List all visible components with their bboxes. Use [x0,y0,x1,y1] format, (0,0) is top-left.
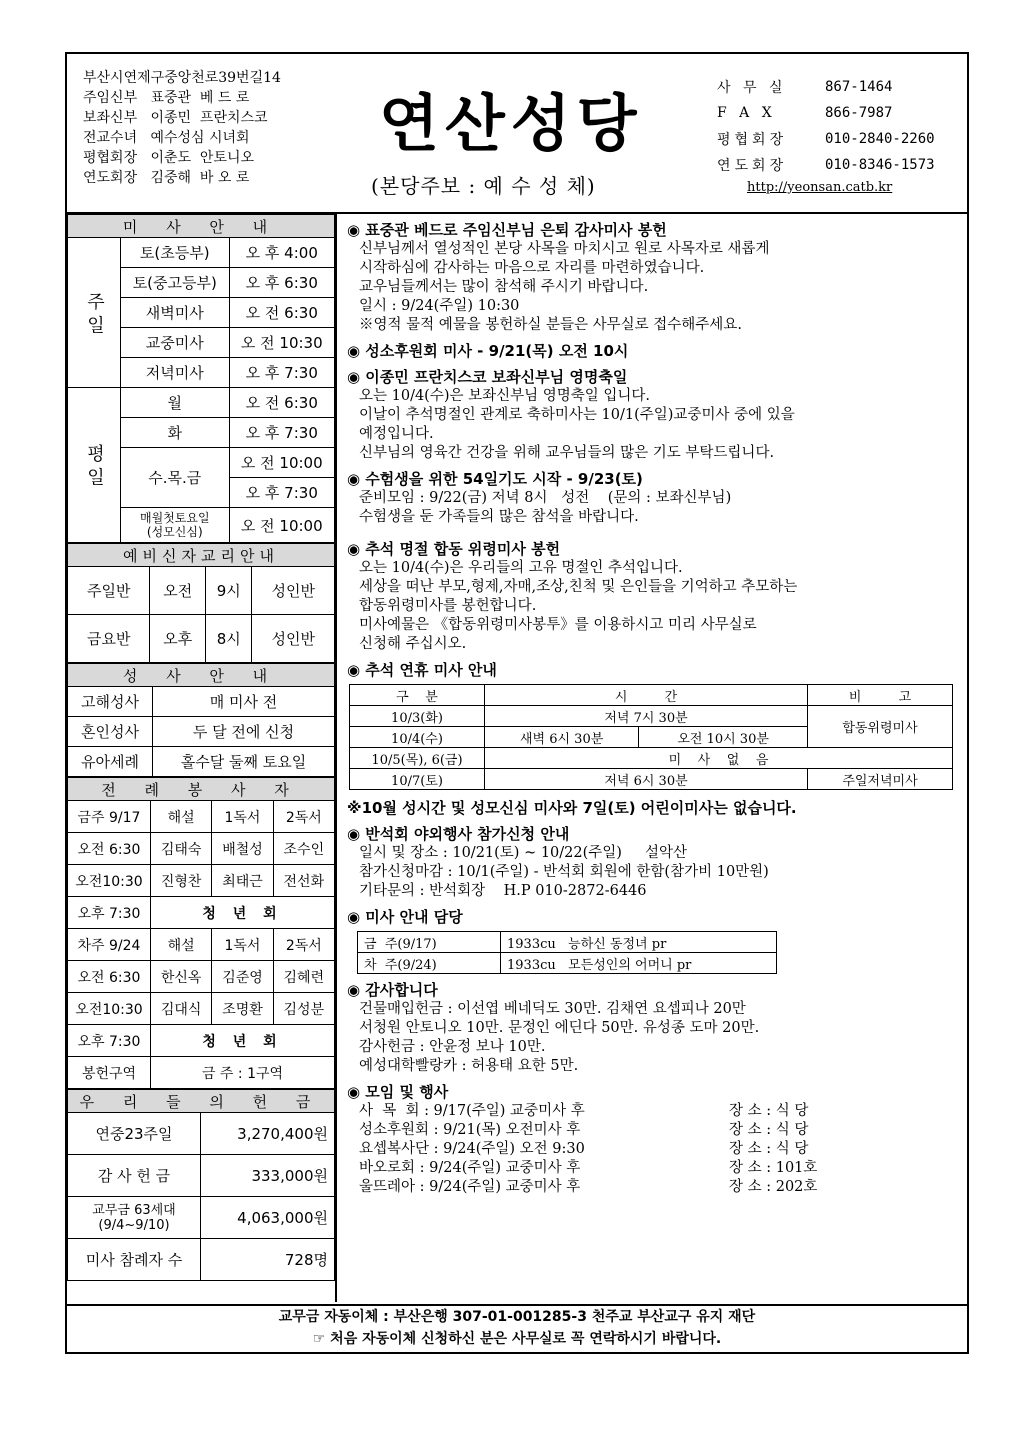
table-cell: 10/5(목), 6(금) [350,748,485,769]
meeting-info: 사 목 회 : 9/17(주일) 교중미사 후 [359,1103,585,1119]
meeting-info: 울뜨레아 : 9/24(주일) 교중미사 후 [359,1179,581,1195]
sacrament-name: 혼인성사 [68,717,153,747]
server-cell: 김준영 [212,961,273,993]
mass-name: 토(중고등부) [121,268,230,298]
mass-name: 월 [121,388,230,418]
server-cell: 전선화 [273,865,334,897]
meeting-row [359,1140,967,1159]
meeting-place: 장 소 : 식 당 [729,1141,809,1157]
notice-line: 신부님께서 열성적인 본당 사목을 마치시고 원로 사목자로 새롭게 [359,241,770,257]
sacrament-table [67,663,335,777]
table-cell: 10/3(화) [350,706,485,727]
server-cell: 봉헌구역 [68,1057,151,1089]
table-cell: 1933cu 능하신 동정녀 pr [501,932,777,953]
mass-time: 오 전 10:00 [229,448,334,478]
class-name: 주일반 [68,567,150,615]
notice-line: 미사예물은 《합동위령미사봉투》를 이용하시고 미리 사무실로 [359,617,757,633]
contact-value: 866-7987 [825,105,893,121]
notice-title: ◉ 성소후원회 미사 - 9/21(목) 오전 10시 [347,342,629,360]
contact-label: 평협회장 [717,132,788,148]
footer-note: ☞ 처음 자동이체 신청하신 분은 사무실로 꼭 연락하시기 바랍니다. [312,1331,722,1347]
sacrament-info: 매 미사 전 [153,687,335,717]
footer-bank-info: 교무금 자동이체 : 부산은행 307-01-001285-3 천주교 부산교구 유지 재단 [278,1309,756,1325]
thanks-title: ◉ 감사합니다 [347,981,438,999]
server-cell: 김혜련 [273,961,334,993]
server-cell: 해설 [151,801,212,833]
meeting-info: 성소후원회 : 9/21(목) 오전미사 후 [359,1122,581,1138]
class-time: 9시 [206,567,252,615]
class-ampm: 오후 [150,615,206,663]
catechism-table [67,543,335,663]
class-type: 성인반 [252,567,335,615]
offering-table [67,1089,335,1281]
staff-line: 연도회장 김중해 바 오 로 [83,170,250,186]
address: 부산시연제구중앙천로39번길14 [83,70,281,86]
thanks-line: 예성대학빨랑카 : 허용태 요한 5만. [359,1058,579,1074]
meeting-place: 장 소 : 식 당 [729,1103,809,1119]
mass-time: 오 전 6:30 [229,298,334,328]
meeting-place: 장 소 : 식 당 [729,1122,809,1138]
mass-time: 오 전 10:30 [229,328,334,358]
sacrament-info: 두 달 전에 신청 [153,717,335,747]
notice-line: ※영적 물적 예물을 봉헌하실 분들은 사무실로 접수해주세요. [359,317,742,333]
contact-value: 010-8346-1573 [825,157,935,173]
sunday-label: 주 일 [68,238,121,388]
notice-line: 오는 10/4(수)은 우리들의 고유 명절인 추석입니다. [359,560,683,576]
server-cell: 해설 [151,929,212,961]
bulletin-frame [65,52,969,1354]
notice-line: 준비모임 : 9/22(금) 저녁 8시 성전 (문의 : 보좌신부님) [359,490,732,506]
class-name: 금요반 [68,615,150,663]
staff-line: 보좌신부 이종민 프란치스코 [83,110,268,126]
contact-label: 사 무 실 [717,80,787,96]
holiday-title: ◉ 추석 연휴 미사 안내 [347,661,497,679]
meeting-row [359,1159,967,1178]
footer [67,1304,967,1354]
mass-time: 오 전 10:00 [229,508,334,543]
sacrament-name: 고해성사 [68,687,153,717]
offering-amount: 728명 [201,1239,335,1281]
offering-label: 연중23주일 [68,1113,201,1155]
server-cell: 오후 7:30 [68,1025,151,1057]
outing-line: 기타문의 : 반석회장 H.P 010-2872-6446 [359,883,647,899]
server-cell: 오전 6:30 [68,961,151,993]
table-cell: 합동위령미사 [808,706,953,748]
offering-amount: 3,270,400원 [201,1113,335,1155]
table-cell: 10/7(토) [350,769,485,790]
table-header: 시 간 [485,685,808,706]
thanks-line: 감사헌금 : 안윤정 보나 10만. [359,1039,546,1055]
section-title: 우 리 들 의 헌 금 [68,1090,335,1113]
table-cell: 차 주(9/24) [358,953,501,974]
mass-name: 교중미사 [121,328,230,358]
table-cell: 미 사 없 음 [485,748,953,769]
sacrament-info: 홀수달 둘째 토요일 [153,747,335,777]
mass-time: 오 후 4:00 [229,238,334,268]
staff-line: 전교수녀 예수성심 시녀회 [83,130,250,146]
table-cell: 주일저녁미사 [808,769,953,790]
table-cell: 새벽 6시 30분 [485,727,639,748]
mass-time: 오 후 7:30 [229,418,334,448]
contact-label: F A X [717,105,776,121]
section-title: 성 사 안 내 [68,664,335,687]
thanks-line: 건물매입헌금 : 이선엽 베네딕도 30만. 김채연 요셉피나 20만 [359,1001,746,1017]
meeting-info: 요셉복사단 : 9/24(주일) 오전 9:30 [359,1141,585,1157]
weekday-label: 평 일 [68,388,121,543]
mass-guide-table [357,931,777,974]
server-cell: 청 년 회 [151,1025,335,1057]
staff-line: 평협회장 이춘도 안토니오 [83,150,255,166]
server-cell: 오후 7:30 [68,897,151,929]
meetings-title: ◉ 모임 및 행사 [347,1083,449,1101]
outing-line: 참가신청마감 : 10/1(주일) - 반석회 회원에 한함(참가비 10만원) [359,864,769,880]
section-title: 예비신자교리안내 [68,544,335,567]
notice-line: 이날이 추석명절인 관계로 축하미사는 10/1(주일)교중미사 중에 있을 [359,407,795,423]
notice-line: 일시 : 9/24(주일) 10:30 [359,298,520,314]
server-cell: 김대식 [151,993,212,1025]
outing-line: 일시 및 장소 : 10/21(토) ~ 10/22(주일) 설악산 [359,845,688,861]
notice-line: 교우님들께서는 많이 참석해 주시기 바랍니다. [359,279,649,295]
server-cell: 차주 9/24 [68,929,151,961]
contact-label: 연도회장 [717,158,788,174]
header [67,54,967,214]
meeting-row [359,1178,967,1197]
table-header: 비 고 [808,685,953,706]
class-time: 8시 [206,615,252,663]
mass-name: 토(초등부) [121,238,230,268]
server-cell: 김태숙 [151,833,212,865]
mass-name: 저녁미사 [121,358,230,388]
section-title: 미 사 안 내 [68,215,335,238]
server-cell: 금주 9/17 [68,801,151,833]
notice-line: 신청해 주십시오. [359,636,467,652]
mass-name: 화 [121,418,230,448]
holiday-note: ※10월 성시간 및 성모신심 미사와 7일(토) 어린이미사는 없습니다. [347,799,797,817]
section-title: 전 례 봉 사 자 [68,778,335,801]
notice-line: 예정입니다. [359,426,434,442]
mass-name: 매월첫토요일 (성모신심) [121,508,230,543]
servers-table [67,777,335,1089]
notice-line: 합동위령미사를 봉헌합니다. [359,598,537,614]
notice-line: 수험생을 둔 가족들의 많은 참석을 바랍니다. [359,509,639,525]
mass-time: 오 후 7:30 [229,478,334,508]
contacts [717,74,957,178]
page-subtitle: (본당주보 : 예 수 성 체) [371,174,596,198]
staff-line: 주임신부 표중관 베 드 로 [83,90,250,106]
server-cell: 조수인 [273,833,334,865]
mass-table [67,214,335,543]
server-cell: 배철성 [212,833,273,865]
mass-time: 오 후 6:30 [229,268,334,298]
mass-time: 오 후 7:30 [229,358,334,388]
notice-title: ◉ 이종민 프란치스코 보좌신부님 영명축일 [347,368,628,386]
right-column [337,214,967,1302]
notice-line: 신부님의 영육간 건강을 위해 교우님들의 많은 기도 부탁드립니다. [359,445,775,461]
server-cell: 청 년 회 [151,897,335,929]
server-cell: 진형찬 [151,865,212,897]
meeting-place: 장 소 : 101호 [729,1160,818,1176]
contact-value: 867-1464 [825,79,893,95]
table-cell: 금 주(9/17) [358,932,501,953]
table-header: 구 분 [350,685,485,706]
offering-label: 교무금 63세대 (9/4~9/10) [68,1197,201,1239]
mass-guide-title: ◉ 미사 안내 담당 [347,908,463,926]
class-ampm: 오전 [150,567,206,615]
left-column [67,214,337,1302]
offering-amount: 333,000원 [201,1155,335,1197]
header-left [83,68,353,188]
table-cell: 저녁 7시 30분 [485,706,808,727]
contact-value: 010-2840-2260 [825,131,935,147]
table-cell: 오전 10시 30분 [639,727,808,748]
server-cell: 1독서 [212,929,273,961]
meeting-info: 바오로회 : 9/24(주일) 교중미사 후 [359,1160,581,1176]
server-cell: 김성분 [273,993,334,1025]
notice-line: 오는 10/4(수)은 보좌신부님 영명축일 입니다. [359,388,651,404]
meeting-row [359,1102,967,1121]
server-cell: 오전 6:30 [68,833,151,865]
notice-line: 세상을 떠난 부모,형제,자매,조상,친척 및 은인들을 기억하고 추모하는 [359,579,798,595]
server-cell: 한신옥 [151,961,212,993]
meeting-place: 장 소 : 202호 [729,1179,818,1195]
offering-label: 미사 참례자 수 [68,1239,201,1281]
table-cell: 저녁 6시 30분 [485,769,808,790]
server-cell: 1독서 [212,801,273,833]
table-cell: 10/4(수) [350,727,485,748]
table-cell: 1933cu 모든성인의 어머니 pr [501,953,777,974]
offering-amount: 4,063,000원 [201,1197,335,1239]
class-type: 성인반 [252,615,335,663]
mass-name: 새벽미사 [121,298,230,328]
offering-label: 감 사 헌 금 [68,1155,201,1197]
notice-title: ◉ 수험생을 위한 54일기도 시작 - 9/23(토) [347,470,643,488]
server-cell: 2독서 [273,801,334,833]
holiday-table [349,684,953,790]
sacrament-name: 유아세례 [68,747,153,777]
server-cell: 최태근 [212,865,273,897]
mass-time: 오 전 6:30 [229,388,334,418]
server-cell: 오전10:30 [68,993,151,1025]
thanks-line: 서청원 안토니오 10만. 문정인 에딘다 50만. 유성종 도마 20만. [359,1020,760,1036]
website-link[interactable]: http://yeonsan.catb.kr [747,180,893,195]
outing-title: ◉ 반석회 야외행사 참가신청 안내 [347,825,570,843]
mass-name: 수.목.금 [121,448,230,508]
meeting-row [359,1121,967,1140]
server-cell: 오전10:30 [68,865,151,897]
server-cell: 조명환 [212,993,273,1025]
server-cell: 2독서 [273,929,334,961]
notice-line: 시작하심에 감사하는 마음으로 자리를 마련하였습니다. [359,260,705,276]
notice-title: ◉ 표중관 베드로 주임신부님 은퇴 감사미사 봉헌 [347,221,667,239]
notice-title: ◉ 추석 명절 합동 위령미사 봉헌 [347,540,561,558]
server-cell: 금 주 : 1구역 [151,1057,335,1089]
page-title: 연산성당 [379,87,643,160]
